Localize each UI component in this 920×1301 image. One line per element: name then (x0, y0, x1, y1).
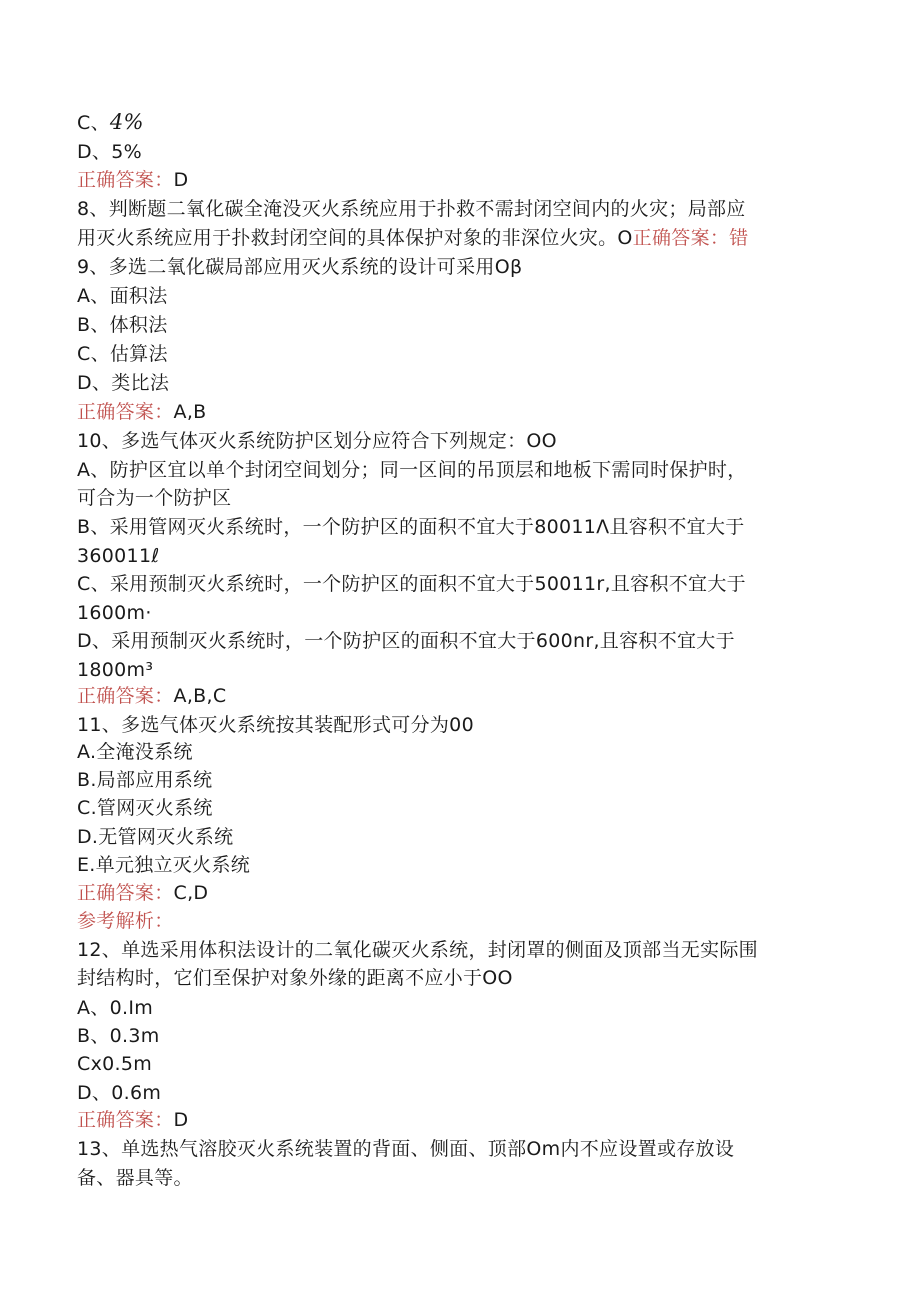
answer-value: D (173, 1109, 189, 1131)
answer-value: A,B,C (173, 685, 227, 707)
option-d: D、0.6m (77, 1082, 162, 1104)
answer-line (77, 881, 208, 905)
answer-label: 正确答案： (77, 882, 174, 904)
question-8-line-1: 8、判断题二氧化碳全淹没灭火系统应用于扑救不需封闭空间内的火灾；局部应 (77, 198, 746, 220)
option-b-line-2: 360011ℓ (77, 545, 160, 567)
reference-analysis-label: 参考解析： (77, 910, 174, 932)
question-9: 9、多选二氧化碳局部应用灭火系统的设计可采用Oβ (77, 256, 523, 278)
answer-line (77, 168, 188, 192)
option-c-line: C、4% (77, 110, 144, 134)
option-b-line-1: B、采用管网灭火系统时，一个防护区的面积不宜大于80011Λ且容积不宜大于 (77, 516, 745, 538)
answer-label: 正确答案： (77, 169, 174, 191)
option-e: E.单元独立灭火系统 (77, 854, 251, 876)
answer-value: A,B (173, 401, 207, 423)
answer-label: 正确答案： (77, 1109, 174, 1131)
question-12-line-1: 12、单选采用体积法设计的二氧化碳灭火系统，封闭罩的侧面及顶部当无实际围 (77, 939, 758, 961)
answer-label: 正确答案： (77, 685, 174, 707)
option-d-line-2: 1800m³ (77, 659, 154, 681)
option-b: B、体积法 (77, 314, 168, 336)
question-13-line-1: 13、单选热气溶胶灭火系统装置的背面、侧面、顶部Om内不应设置或存放设 (77, 1138, 735, 1160)
question-11: 11、多选气体灭火系统按其装配形式可分为00 (77, 714, 474, 736)
option-b: B、0.3m (77, 1025, 160, 1047)
option-c: C.管网灭火系统 (77, 797, 213, 819)
option-c: C、估算法 (77, 343, 168, 365)
option-c-value: 4% (109, 110, 144, 134)
option-a: A.全淹没系统 (77, 741, 193, 763)
answer-label: 正确答案： (77, 401, 174, 423)
question-10: 10、多选气体灭火系统防护区划分应符合下列规定：OO (77, 430, 557, 452)
option-d: D.无管网灭火系统 (77, 826, 234, 848)
option-d: D、类比法 (77, 372, 170, 394)
option-c-line-1: C、采用预制灭火系统时，一个防护区的面积不宜大于50011r,且容积不宜大于 (77, 573, 746, 595)
option-c-line-2: 1600m· (77, 602, 152, 624)
option-d-line: D、5% (77, 141, 142, 163)
option-d-line-1: D、采用预制灭火系统时，一个防护区的面积不宜大于600nr,且容积不宜大于 (77, 630, 735, 652)
option-b: B.局部应用系统 (77, 769, 213, 791)
option-a: A、0.Im (77, 997, 154, 1019)
option-c: Cx0.5m (77, 1053, 153, 1075)
answer-line (77, 1108, 188, 1132)
option-a-line-1: A、防护区宜以单个封闭空间划分；同一区间的吊顶层和地板下需同时保护时， (77, 459, 747, 481)
answer-line (77, 400, 207, 424)
answer-value: D (173, 169, 189, 191)
answer-line (77, 684, 226, 708)
question-8-line-2: 用灭火系统应用于扑救封闭空间的具体保护对象的非深位火灾。O正确答案：错 (77, 227, 749, 249)
option-a: A、面积法 (77, 285, 168, 307)
answer-value: C,D (173, 882, 209, 904)
option-a-line-2: 可合为一个防护区 (77, 487, 232, 509)
answer-label-inline: 正确答案：错 (632, 227, 749, 249)
question-13-line-2: 备、器具等。 (77, 1167, 193, 1189)
question-12-line-2: 封结构时，它们至保护对象外缘的距离不应小于OO (77, 967, 513, 989)
